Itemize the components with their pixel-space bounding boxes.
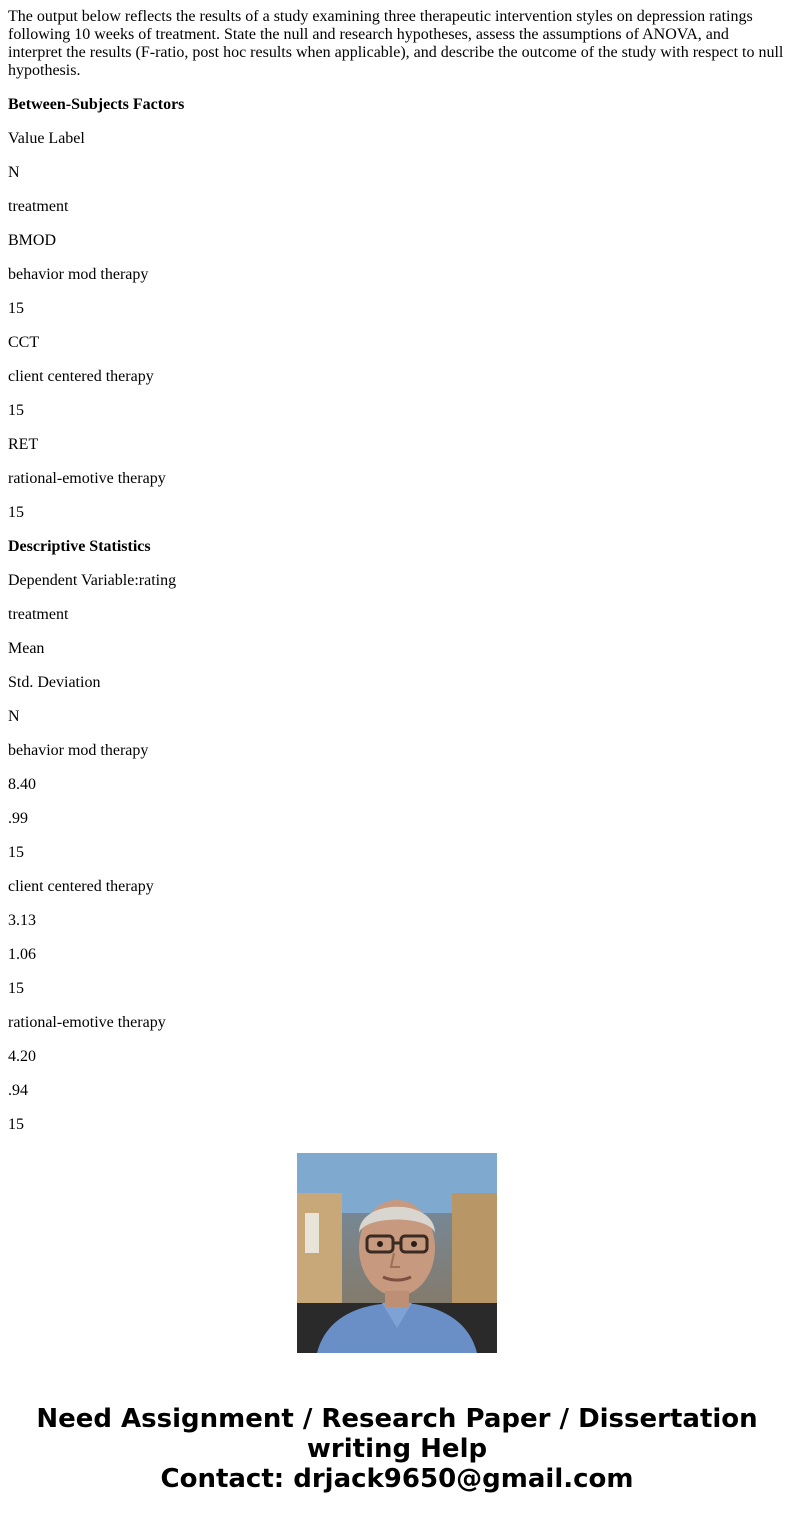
promo-line-2: writing Help xyxy=(306,1434,488,1464)
factor-name: treatment xyxy=(8,198,69,215)
factor-code: CCT xyxy=(8,334,40,351)
desc-label: behavior mod therapy xyxy=(8,742,149,759)
dependent-variable: Dependent Variable:rating xyxy=(8,572,177,589)
col-n: N xyxy=(8,164,20,181)
desc-sd: 1.06 xyxy=(8,946,36,963)
col-mean: Mean xyxy=(8,640,45,657)
desc-mean: 8.40 xyxy=(8,776,36,793)
desc-mean: 4.20 xyxy=(8,1048,36,1065)
desc-mean: 3.13 xyxy=(8,912,36,929)
intro-paragraph: The output below reflects the results of a study examining three therapeutic intervention styles on depression ratings following 10 weeks of treatment. State the null and research hypotheses, assess the assumptions of ANOVA, and interpret the results (F-ratio, post hoc results when applicable), and describe the outcome of the study with respect to null hypothesis. xyxy=(8,8,784,79)
descriptives-heading: Descriptive Statistics xyxy=(8,538,151,555)
promo-banner xyxy=(0,1404,794,1494)
desc-label: client centered therapy xyxy=(8,878,154,895)
document-body xyxy=(8,8,786,1133)
desc-sd: .99 xyxy=(8,810,28,827)
factor-code: BMOD xyxy=(8,232,57,249)
col-treatment: treatment xyxy=(8,606,69,623)
desc-n: 15 xyxy=(8,1116,24,1133)
factor-code: RET xyxy=(8,436,39,453)
factor-n: 15 xyxy=(8,504,24,521)
factor-label: rational-emotive therapy xyxy=(8,470,166,487)
col-sd: Std. Deviation xyxy=(8,674,101,691)
avatar xyxy=(297,1153,497,1353)
factor-n: 15 xyxy=(8,300,24,317)
desc-n: 15 xyxy=(8,844,24,861)
desc-n: 15 xyxy=(8,980,24,997)
between-subjects-heading: Between-Subjects Factors xyxy=(8,96,185,113)
factor-n: 15 xyxy=(8,402,24,419)
desc-sd: .94 xyxy=(8,1082,28,1099)
col-n: N xyxy=(8,708,20,725)
promo-line-1: Need Assignment / Research Paper / Dissertation xyxy=(36,1404,758,1434)
col-value-label: Value Label xyxy=(8,130,85,147)
factor-label: behavior mod therapy xyxy=(8,266,149,283)
desc-label: rational-emotive therapy xyxy=(8,1014,166,1031)
factor-label: client centered therapy xyxy=(8,368,154,385)
promo-line-3: Contact: drjack9650@gmail.com xyxy=(160,1464,634,1494)
